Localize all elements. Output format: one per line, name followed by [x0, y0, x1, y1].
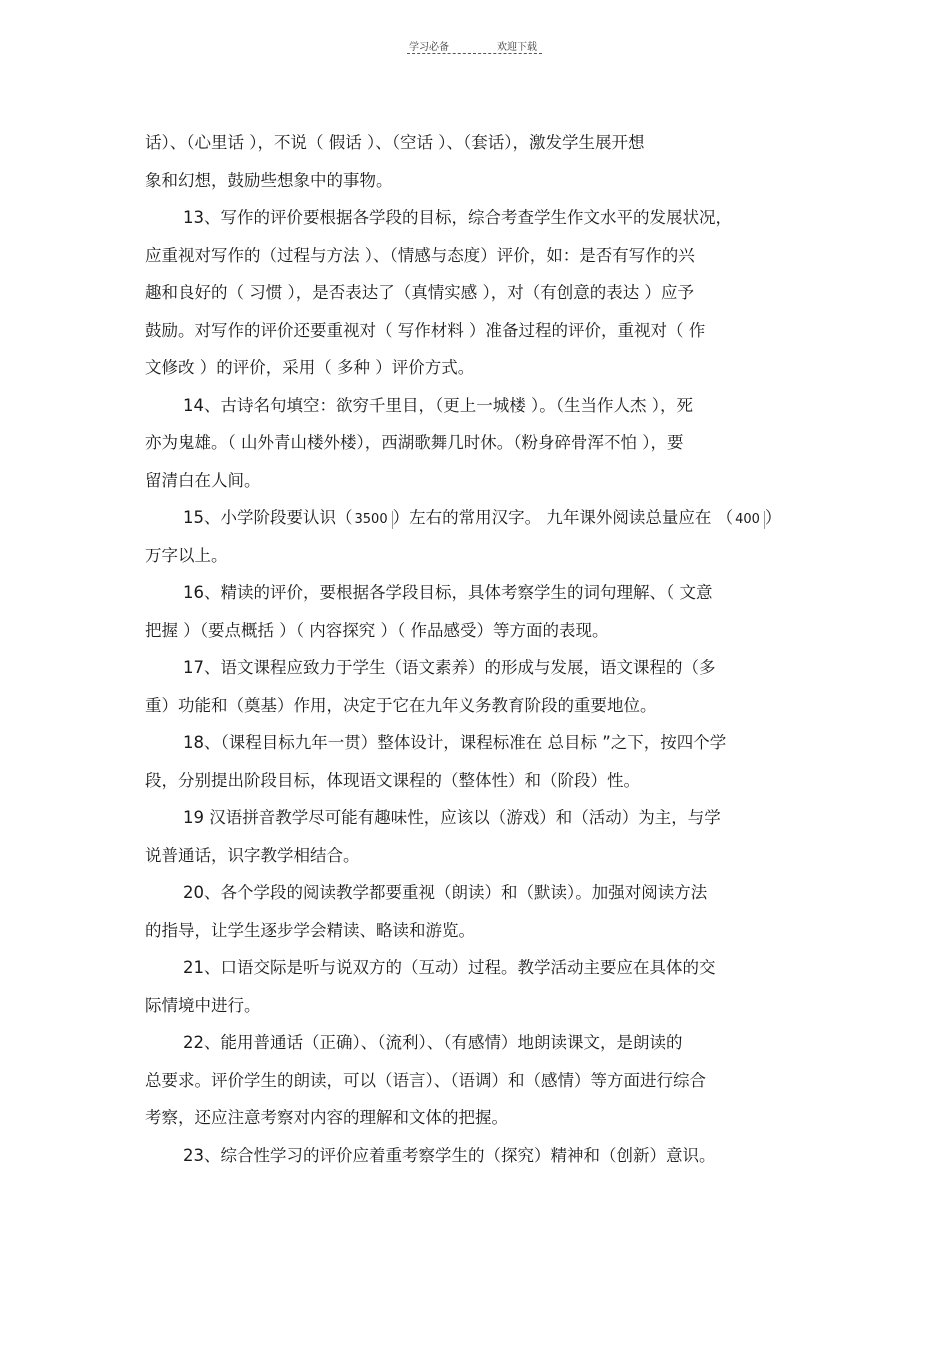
text-line: 说普通话，识字教学相结合。: [145, 845, 360, 865]
text-line: 总要求。评价学生的朗读，可以（语言）、（语调）和（感情）等方面进行综合: [145, 1070, 706, 1090]
text-segment: 15、小学阶段要认识（: [183, 508, 353, 527]
text-segment: ）: [764, 508, 782, 527]
header-left-text: 学习必备: [409, 42, 449, 53]
text-line: 重）功能和（奠基）作用，决定于它在九年义务教育阶段的重要地位。: [145, 695, 657, 715]
text-line: 把握 ）（要点概括 ）（ 内容探究 ）（ 作品感受）等方面的表现。: [145, 620, 609, 640]
text-line: 象和幻想，鼓励些想象中的事物。: [145, 170, 393, 190]
text-line: 考察，还应注意考察对内容的理解和文体的把握。: [145, 1108, 508, 1127]
header-right-text: 欢迎下载: [497, 42, 537, 53]
text-line: 16、精读的评价，要根据各学段目标，具体考察学生的词句理解、（ 文意: [183, 583, 713, 602]
text-line: 亦为鬼雄。（ 山外青山楼外楼），西湖歌舞几时休。（粉身碎骨浑不怕 ），要: [145, 433, 684, 452]
header-divider: [407, 53, 542, 54]
text-line: 话）、（心里话 ），不说（ 假话 ）、（空话 ）、（套话），激发学生展开想: [145, 133, 645, 152]
text-line: 文修改 ）的评价，采用（ 多种 ）评价方式。: [145, 358, 475, 377]
text-line: 际情境中进行。: [145, 995, 261, 1015]
text-line: 21、口语交际是听与说双方的（互动）过程。教学活动主要应在具体的交: [183, 958, 716, 977]
text-line: 18、（课程目标九年一贯）整体设计，课程标准在 总目标 ”之下，按四个学: [183, 733, 727, 752]
text-line: 段，分别提出阶段目标，体现语文课程的（整体性）和（阶段）性。: [145, 770, 640, 790]
text-line: 17、语文课程应致力于学生（语文素养）的形成与发展，语文课程的（多: [183, 658, 716, 677]
text-line: 趣和良好的（ 习惯 ），是否表达了（真情实感 ），对（有创意的表达 ）应予: [145, 283, 694, 302]
document-body: [145, 124, 817, 1174]
text-line: 留清白在人间。: [145, 470, 261, 490]
text-line: 万字以上。: [145, 545, 228, 565]
answer-box: 400: [733, 511, 765, 529]
answer-box: 3500: [353, 511, 393, 529]
text-line: 鼓励。对写作的评价还要重视对（ 写作材料 ）准备过程的评价，重视对（ 作: [145, 320, 706, 340]
text-line: 的指导，让学生逐步学会精读、略读和游览。: [145, 920, 475, 940]
text-line: 22、能用普通话（正确）、（流利）、（有感情）地朗读课文，是朗读的: [183, 1033, 683, 1052]
text-line: [145, 499, 817, 537]
text-line: 23、综合性学习的评价应着重考察学生的（探究）精神和（创新）意识。: [183, 1145, 716, 1165]
text-line: 应重视对写作的（过程与方法 ）、（情感与态度）评价，如：是否有写作的兴: [145, 245, 695, 265]
text-line: 19 汉语拼音教学尽可能有趣味性，应该以（游戏）和（活动）为主，与学: [183, 808, 721, 827]
text-segment: ）左右的常用汉字。 九年课外阅读总量应在 （: [392, 508, 734, 527]
text-line: 13、写作的评价要根据各学段的目标，综合考查学生作文水平的发展状况，: [183, 208, 732, 227]
text-line: 14、古诗名句填空：欲穷千里目，（更上一城楼 ）。（生当作人杰 ），死: [183, 395, 693, 415]
text-line: 20、各个学段的阅读教学都要重视（朗读）和（默读）。加强对阅读方法: [183, 883, 708, 902]
